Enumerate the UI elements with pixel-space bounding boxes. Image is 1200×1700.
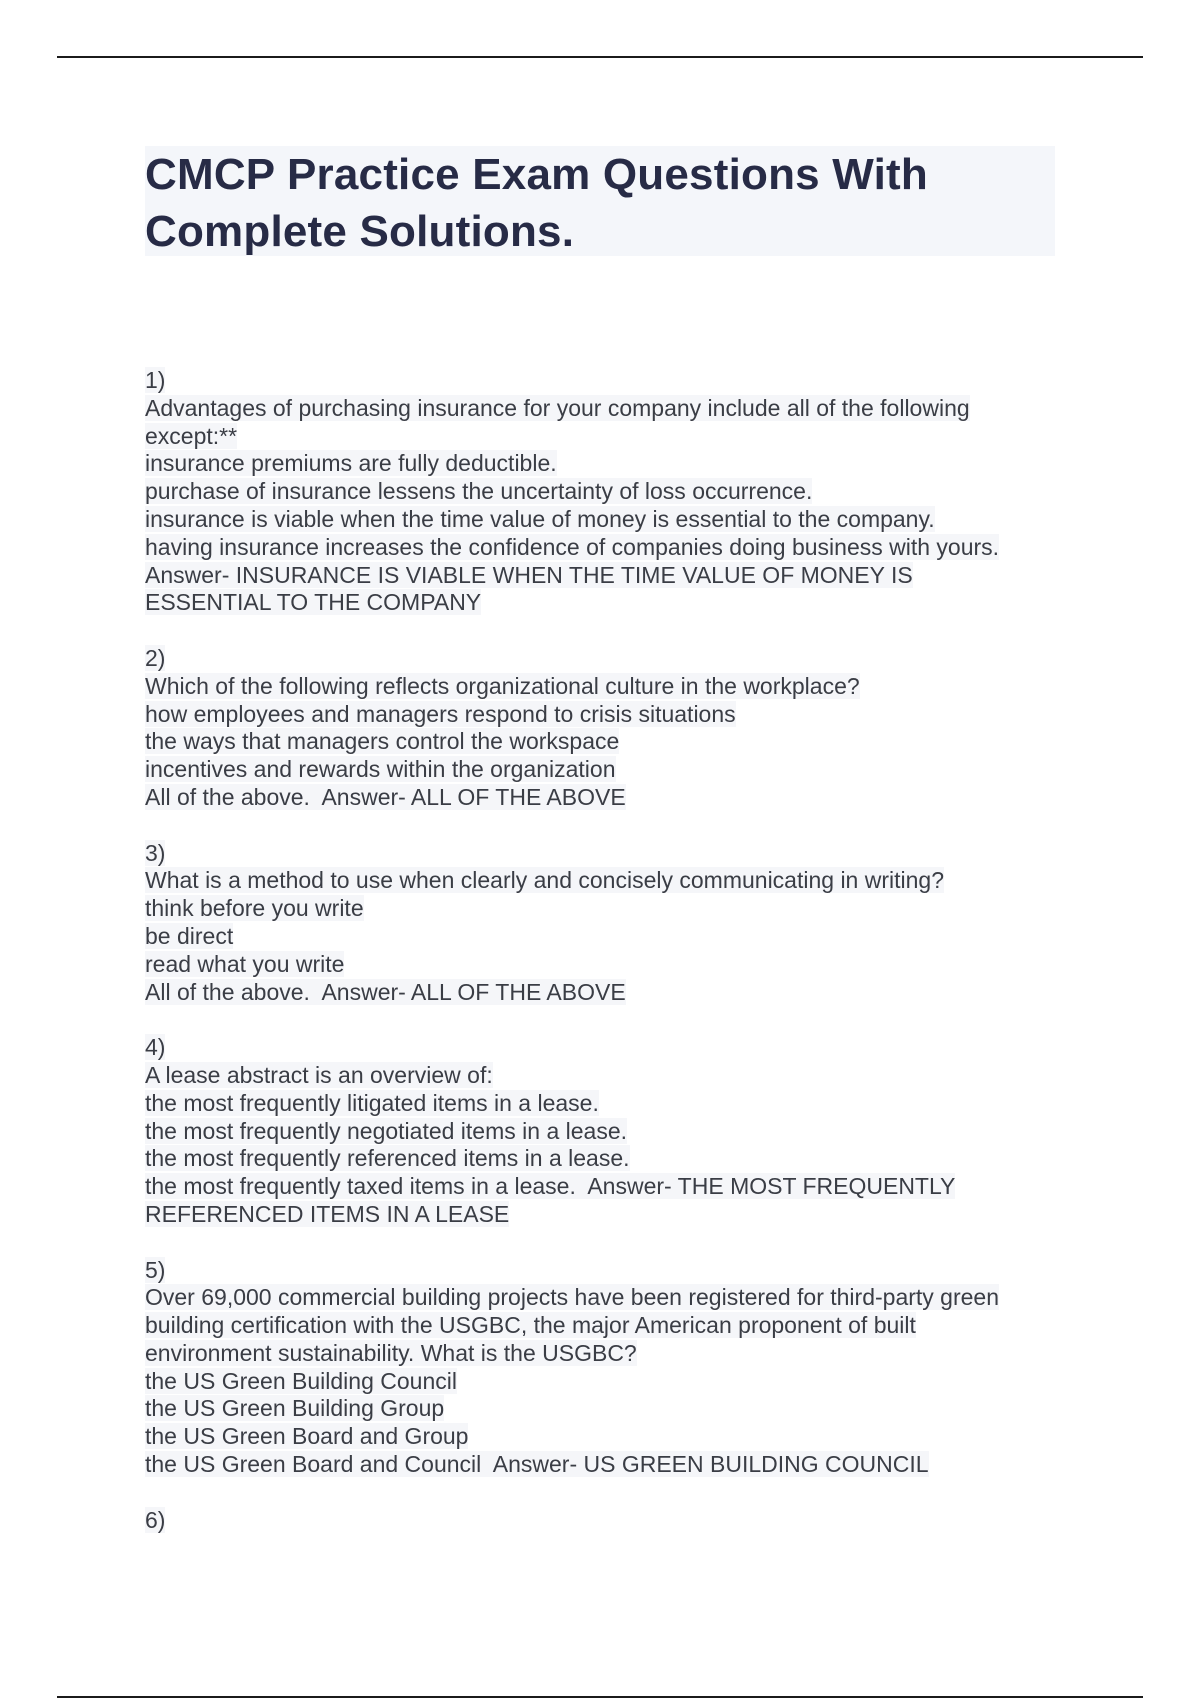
- question-number: [145, 367, 1065, 395]
- question-block: [145, 367, 1065, 617]
- question-line-text: except:**: [145, 422, 238, 449]
- question-line-text: purchase of insurance lessens the uncertainty of loss occurrence.: [145, 478, 813, 505]
- question-line: [145, 1201, 1065, 1229]
- top-rule: [57, 56, 1143, 58]
- question-line-text: the most frequently negotiated items in a lease.: [145, 1117, 628, 1144]
- question-line-text: All of the above. Answer- ALL OF THE ABOVE: [145, 978, 626, 1005]
- question-line-text: A lease abstract is an overview of:: [145, 1061, 493, 1088]
- question-line-text: insurance is viable when the time value of money is essential to the company.: [145, 505, 935, 532]
- question-line: [145, 1090, 1065, 1118]
- question-line-text: think before you write: [145, 895, 364, 922]
- question-line: [145, 756, 1065, 784]
- question-line-text: Over 69,000 commercial building projects have been registered for third-party green: [145, 1284, 999, 1311]
- title-block: [145, 146, 1055, 256]
- question-line-text: Answer- INSURANCE IS VIABLE WHEN THE TIME VALUE OF MONEY IS: [145, 561, 913, 588]
- question-number: [145, 1257, 1065, 1285]
- question-line: [145, 979, 1065, 1007]
- question-line-text: how employees and managers respond to crisis situations: [145, 700, 736, 727]
- question-line-text: the most frequently taxed items in a lease. Answer- THE MOST FREQUENTLY: [145, 1173, 956, 1200]
- question-line: [145, 1145, 1065, 1173]
- question-number: [145, 1034, 1065, 1062]
- question-line: [145, 478, 1065, 506]
- question-line: [145, 1284, 1065, 1312]
- question-line-text: building certification with the USGBC, the major American proponent of built: [145, 1312, 916, 1339]
- question-number-text: 2): [145, 644, 166, 671]
- question-line: [145, 1118, 1065, 1146]
- question-number-text: 1): [145, 367, 166, 393]
- question-line-text: be direct: [145, 922, 234, 949]
- question-line-text: All of the above. Answer- ALL OF THE ABOVE: [145, 783, 626, 810]
- question-line-text: ESSENTIAL TO THE COMPANY: [145, 589, 482, 616]
- question-line: [145, 1451, 1065, 1479]
- title-line: Complete Solutions.: [145, 207, 575, 256]
- question-block: [145, 1034, 1065, 1229]
- question-line-text: Advantages of purchasing insurance for your company include all of the following: [145, 394, 970, 421]
- question-line-text: What is a method to use when clearly and concisely communicating in writing?: [145, 867, 944, 894]
- question-number-text: 6): [145, 1506, 166, 1533]
- question-line-text: the most frequently referenced items in a lease.: [145, 1145, 630, 1172]
- question-line: [145, 1173, 1065, 1201]
- question-number-text: 5): [145, 1256, 166, 1283]
- question-line: [145, 923, 1065, 951]
- question-line: [145, 951, 1065, 979]
- question-line-text: environment sustainability. What is the USGBC?: [145, 1339, 637, 1366]
- document-title: [145, 146, 1055, 260]
- question-line-text: REFERENCED ITEMS IN A LEASE: [145, 1200, 510, 1227]
- questions-list: [145, 367, 1065, 1562]
- question-line: [145, 1423, 1065, 1451]
- question-line: [145, 784, 1065, 812]
- question-line-text: the US Green Building Group: [145, 1395, 445, 1422]
- question-line-text: the US Green Board and Group: [145, 1423, 469, 1450]
- question-line: [145, 673, 1065, 701]
- question-line: [145, 1368, 1065, 1396]
- question-line: [145, 423, 1065, 451]
- question-line-text: insurance premiums are fully deductible.: [145, 450, 557, 477]
- question-line: [145, 895, 1065, 923]
- question-number-text: 4): [145, 1034, 166, 1061]
- title-line: CMCP Practice Exam Questions With: [145, 150, 928, 199]
- question-line-text: Which of the following reflects organizational culture in the workplace?: [145, 672, 860, 699]
- question-line-text: the US Green Board and Council Answer- US GREEN BUILDING COUNCIL: [145, 1451, 929, 1478]
- question-line: [145, 589, 1065, 617]
- question-line: [145, 534, 1065, 562]
- question-line: [145, 506, 1065, 534]
- question-line: [145, 701, 1065, 729]
- question-line: [145, 867, 1065, 895]
- question-number: [145, 840, 1065, 868]
- question-line: [145, 450, 1065, 478]
- question-line-text: the US Green Building Council: [145, 1367, 457, 1394]
- question-line: [145, 562, 1065, 590]
- question-line: [145, 1340, 1065, 1368]
- question-number: [145, 1507, 1065, 1535]
- bottom-rule: [57, 1696, 1143, 1698]
- question-line: [145, 1312, 1065, 1340]
- question-line-text: the most frequently litigated items in a lease.: [145, 1089, 599, 1116]
- question-line-text: incentives and rewards within the organization: [145, 756, 616, 783]
- question-number: [145, 645, 1065, 673]
- question-number-text: 3): [145, 839, 166, 866]
- question-block: [145, 1507, 1065, 1535]
- question-line: [145, 1062, 1065, 1090]
- question-line: [145, 1395, 1065, 1423]
- question-line: [145, 395, 1065, 423]
- question-line-text: having insurance increases the confidence of companies doing business with yours.: [145, 533, 1000, 560]
- question-block: [145, 645, 1065, 812]
- question-block: [145, 840, 1065, 1007]
- question-line: [145, 728, 1065, 756]
- question-line-text: the ways that managers control the workspace: [145, 728, 620, 755]
- question-block: [145, 1257, 1065, 1479]
- question-line-text: read what you write: [145, 950, 345, 977]
